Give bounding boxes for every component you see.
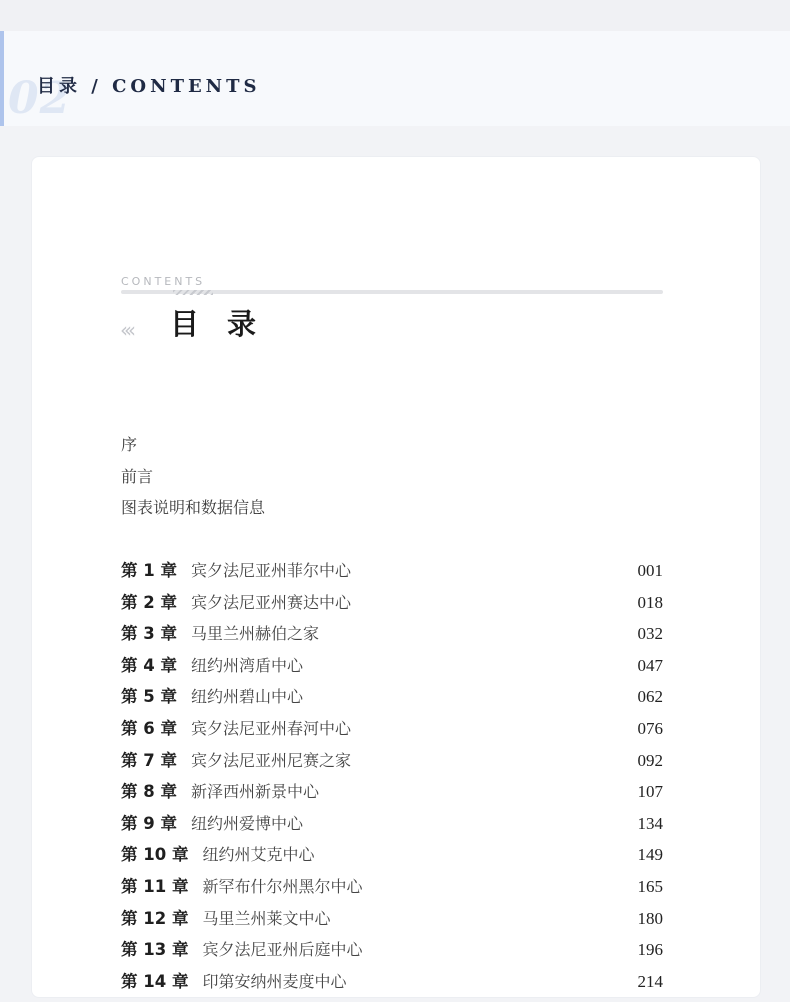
chapter-label: 第 2 章 bbox=[121, 592, 177, 612]
chapter-label: 第 3 章 bbox=[121, 624, 177, 644]
chapter-row[interactable] bbox=[121, 781, 663, 813]
contents-title: 目录 bbox=[170, 307, 285, 341]
chapter-row[interactable] bbox=[121, 750, 663, 782]
chapter-title: 宾夕法尼亚州尼赛之家 bbox=[190, 750, 351, 770]
chapter-page: 149 bbox=[637, 845, 663, 865]
chapter-page: 001 bbox=[637, 561, 663, 580]
chapter-page: 018 bbox=[637, 592, 663, 612]
chapter-label: 第 10 章 bbox=[121, 845, 189, 865]
top-bar bbox=[0, 0, 790, 31]
chapter-label: 第 9 章 bbox=[121, 813, 177, 833]
front-matter-item[interactable]: 序 bbox=[121, 435, 138, 454]
chapter-row[interactable] bbox=[121, 813, 663, 845]
chapter-title: 纽约州爱博中心 bbox=[190, 813, 303, 833]
chapter-row[interactable] bbox=[121, 686, 663, 718]
section-title: 目录 / CONTENTS bbox=[37, 76, 261, 97]
chapter-row[interactable] bbox=[121, 876, 663, 908]
chapter-page: 196 bbox=[637, 940, 663, 960]
chapter-label: 第 4 章 bbox=[121, 655, 177, 675]
chapter-title: 马里兰州赫伯之家 bbox=[190, 624, 319, 644]
chapter-title: 纽约州湾盾中心 bbox=[190, 655, 303, 675]
chapter-label: 第 13 章 bbox=[121, 940, 189, 960]
chapter-title: 纽约州碧山中心 bbox=[190, 687, 303, 707]
chapter-row[interactable] bbox=[121, 939, 663, 971]
chapter-row[interactable] bbox=[121, 971, 663, 1002]
chapter-page: 214 bbox=[637, 971, 663, 991]
front-matter-list bbox=[121, 434, 265, 529]
chapter-page: 134 bbox=[637, 813, 663, 833]
chapter-title: 纽约州艾克中心 bbox=[202, 845, 315, 865]
chapter-row[interactable] bbox=[121, 623, 663, 655]
chapter-title: 马里兰州莱文中心 bbox=[202, 908, 331, 928]
front-matter-item[interactable]: 前言 bbox=[121, 466, 154, 486]
chapter-page: 062 bbox=[637, 687, 663, 707]
chapter-row[interactable] bbox=[121, 908, 663, 940]
chapter-row[interactable] bbox=[121, 655, 663, 687]
chapter-label: 第 11 章 bbox=[121, 876, 189, 896]
chapter-page: 092 bbox=[637, 750, 663, 770]
chapter-page: 076 bbox=[637, 718, 663, 738]
chapter-row[interactable] bbox=[121, 592, 663, 624]
chapter-list bbox=[121, 560, 663, 1002]
chapter-page: 047 bbox=[637, 655, 663, 675]
chapter-label: 第 5 章 bbox=[121, 687, 177, 707]
chapter-title: 宾夕法尼亚州赛达中心 bbox=[190, 592, 351, 612]
chapter-row[interactable] bbox=[121, 560, 663, 592]
chapter-title: 新罕布什尔州黑尔中心 bbox=[202, 876, 363, 896]
chapter-row[interactable] bbox=[121, 844, 663, 876]
chapter-page: 180 bbox=[637, 908, 663, 928]
chapter-title: 宾夕法尼亚州后庭中心 bbox=[202, 940, 363, 960]
chapter-title: 宾夕法尼亚州春河中心 bbox=[190, 718, 351, 738]
chapter-page: 165 bbox=[637, 876, 663, 896]
chevrons-icon: ‹‹‹ bbox=[120, 318, 132, 342]
chapter-label: 第 14 章 bbox=[121, 971, 189, 991]
chapter-label: 第 7 章 bbox=[121, 750, 177, 770]
section-number: 02 bbox=[8, 73, 72, 124]
contents-en-label: CONTENTS bbox=[121, 275, 206, 288]
chapter-label: 第 6 章 bbox=[121, 718, 177, 738]
chapter-label: 第 8 章 bbox=[121, 782, 177, 802]
chapter-label: 第 1 章 bbox=[121, 561, 177, 580]
rule-hatch-decoration bbox=[173, 290, 213, 295]
chapter-title: 宾夕法尼亚州菲尔中心 bbox=[190, 561, 351, 580]
chapter-title: 新泽西州新景中心 bbox=[190, 782, 319, 802]
chapter-page: 032 bbox=[637, 624, 663, 644]
chapter-page: 107 bbox=[637, 782, 663, 802]
chapter-row[interactable] bbox=[121, 718, 663, 750]
section-header bbox=[0, 31, 790, 126]
chapter-title: 印第安纳州麦度中心 bbox=[202, 971, 347, 991]
header-accent-bar bbox=[0, 31, 4, 126]
chapter-label: 第 12 章 bbox=[121, 908, 189, 928]
front-matter-item[interactable]: 图表说明和数据信息 bbox=[121, 498, 266, 517]
